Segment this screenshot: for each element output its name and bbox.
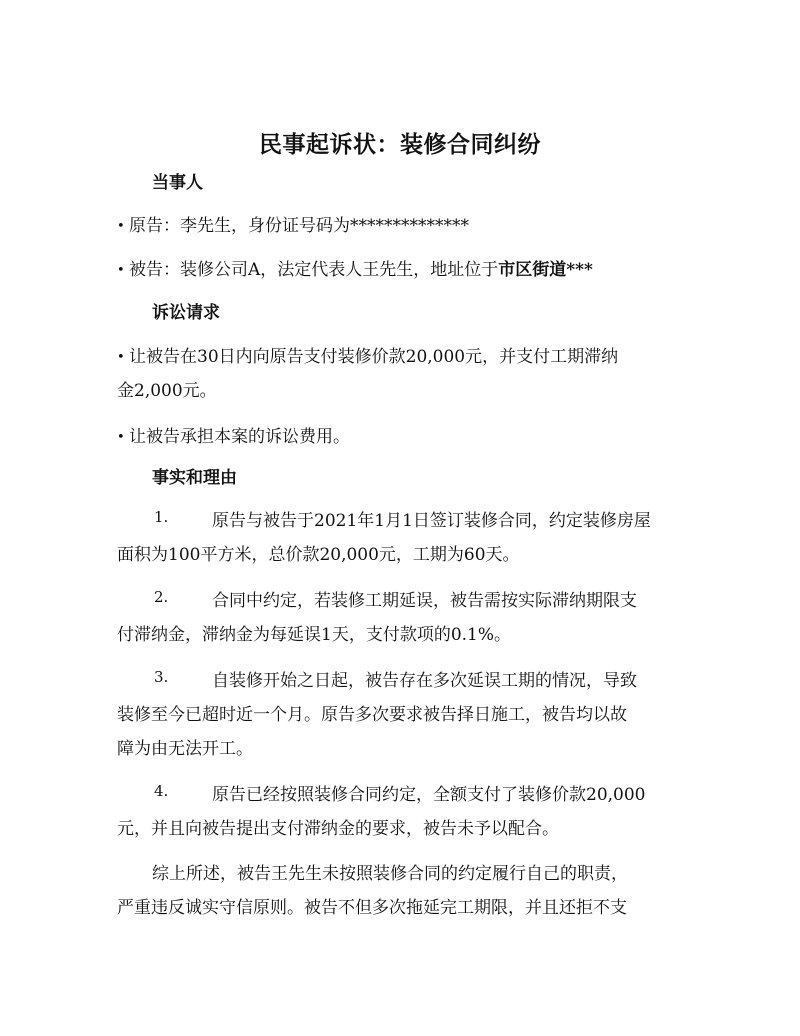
fact-1-line-1: 原告与被告于2021年1月1日签订装修合同，约定装修房屋 xyxy=(212,511,651,531)
facts-heading: 事实和理由 xyxy=(152,468,237,488)
claim-item-1-line-1: 让被告在30日内向原告支付装修价款20,000元，并支付工期滞纳 xyxy=(129,347,619,367)
fact-number: 4. xyxy=(154,782,169,800)
summary-line-2: 严重违反诚实守信原则。被告不但多次拖延完工期限，并且还拒不支 xyxy=(117,898,627,918)
fact-number: 2. xyxy=(154,588,169,606)
fact-1-line-2: 面积为100平方米，总价款20,000元，工期为60天。 xyxy=(117,545,520,565)
document-title: 民事起诉状：装修合同纠纷 xyxy=(259,131,541,158)
fact-number: 3. xyxy=(154,668,169,686)
fact-number: 1. xyxy=(154,508,169,526)
fact-3-line-2: 装修至今已超时近一个月。原告多次要求被告择日施工，被告均以故 xyxy=(117,705,627,725)
bullet-icon: • xyxy=(117,219,125,234)
claim-item-1 xyxy=(117,342,697,367)
fact-4-line-1: 原告已经按照装修合同约定，全额支付了装修价款20,000 xyxy=(212,785,646,805)
fact-2-line-2: 付滞纳金，滞纳金为每延误1天，支付款项的0.1%。 xyxy=(117,625,512,645)
fact-2-line-1: 合同中约定，若装修工期延误，被告需按实际滞纳期限支 xyxy=(212,591,637,611)
plaintiff-text: 原告：李先生，身份证号码为************** xyxy=(129,216,469,236)
bullet-icon: • xyxy=(117,263,125,278)
bullet-icon: • xyxy=(117,350,125,365)
bullet-icon: • xyxy=(117,430,125,445)
claims-heading: 诉讼请求 xyxy=(152,303,220,323)
parties-heading: 当事人 xyxy=(152,173,203,193)
fact-3-line-1: 自装修开始之日起，被告存在多次延误工期的情况，导致 xyxy=(212,671,637,691)
defendant-address: 市区街道*** xyxy=(498,260,593,280)
claim-item-1-line-2: 金2,000元。 xyxy=(117,381,217,401)
fact-3-line-3: 障为由无法开工。 xyxy=(117,739,253,759)
claim-item-2 xyxy=(117,422,697,447)
fact-4-line-2: 元，并且向被告提出支付滞纳金的要求，被告未予以配合。 xyxy=(117,819,559,839)
summary-line-1: 综上所述，被告王先生未按照装修合同的约定履行自己的职责， xyxy=(152,864,628,884)
defendant-line xyxy=(117,255,697,280)
claim-item-2-text: 让被告承担本案的诉讼费用。 xyxy=(129,427,350,447)
plaintiff-line xyxy=(117,211,697,236)
defendant-text: 被告：装修公司A，法定代表人王先生，地址位于 xyxy=(129,260,499,280)
